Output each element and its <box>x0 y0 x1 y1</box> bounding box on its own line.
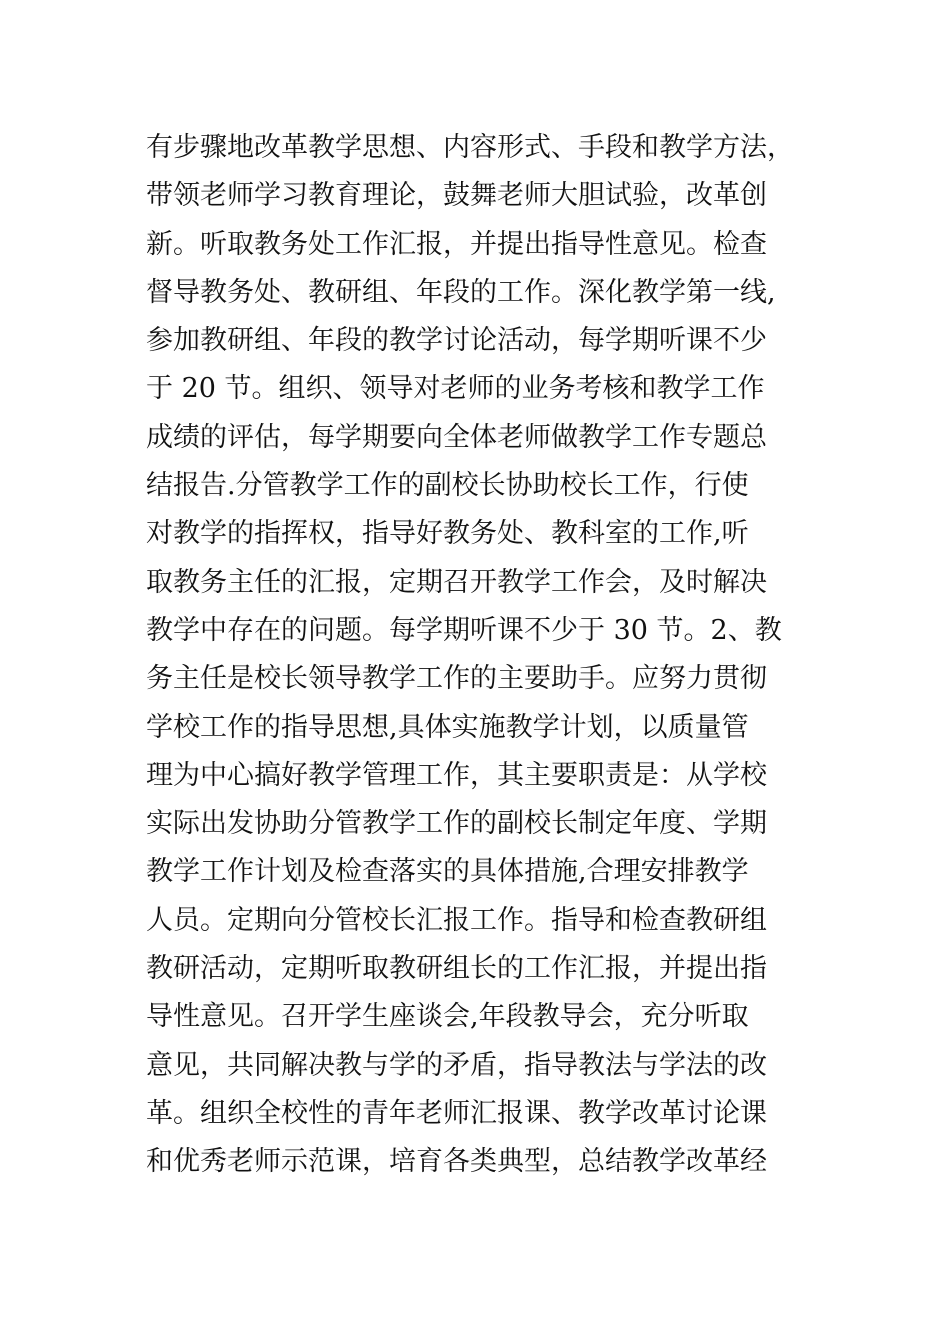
text-line: 教学工作计划及检查落实的具体措施,合理安排教学 <box>146 856 749 888</box>
text-line: 理为中心搞好教学管理工作，其主要职责是：从学校 <box>146 759 767 791</box>
text-line: 有步骤地改革教学思想、内容形式、手段和教学方法， <box>146 132 794 163</box>
text-line: 教学中存在的问题。每学期听课不少于 30 节。2、教 <box>146 614 782 646</box>
text-line: 督导教务处、教研组、年段的工作。深化教学第一线, <box>146 276 776 308</box>
text-line: 结报告.分管教学工作的副校长协助校长工作，行使 <box>146 470 749 502</box>
text-line: 对教学的指挥权，指导好教务处、教科室的工作,听 <box>146 518 749 550</box>
text-line: 参加教研组、年段的教学讨论活动，每学期听课不少 <box>146 325 767 357</box>
text-line: 新。听取教务处工作汇报，并提出指导性意见。检查 <box>146 228 767 260</box>
text-line: 教研活动，定期听取教研组长的工作汇报，并提出指 <box>146 953 767 985</box>
text-line: 和优秀老师示范课，培育各类典型，总结教学改革经 <box>146 1146 767 1178</box>
text-line: 意见，共同解决教与学的矛盾，指导教法与学法的改 <box>146 1049 767 1081</box>
text-line: 取教务主任的汇报，定期召开教学工作会，及时解决 <box>146 566 767 598</box>
text-line: 人员。定期向分管校长汇报工作。指导和检查教研组 <box>146 904 767 936</box>
text-line: 务主任是校长领导教学工作的主要助手。应努力贯彻 <box>146 663 767 695</box>
text-line: 于 20 节。组织、领导对老师的业务考核和教学工作 <box>146 373 765 405</box>
text-line: 带领老师学习教育理论，鼓舞老师大胆试验，改革创 <box>146 180 767 212</box>
text-line: 导性意见。召开学生座谈会,年段教导会，充分听取 <box>146 1001 749 1033</box>
text-line: 成绩的评估，每学期要向全体老师做教学工作专题总 <box>146 421 767 453</box>
text-line: 实际出发协助分管教学工作的副校长制定年度、学期 <box>146 808 767 840</box>
body-text <box>146 124 816 1187</box>
text-line: 革。组织全校性的青年老师汇报课、教学改革讨论课 <box>146 1097 767 1129</box>
text-line: 学校工作的指导思想,具体实施教学计划，以质量管 <box>146 711 749 743</box>
